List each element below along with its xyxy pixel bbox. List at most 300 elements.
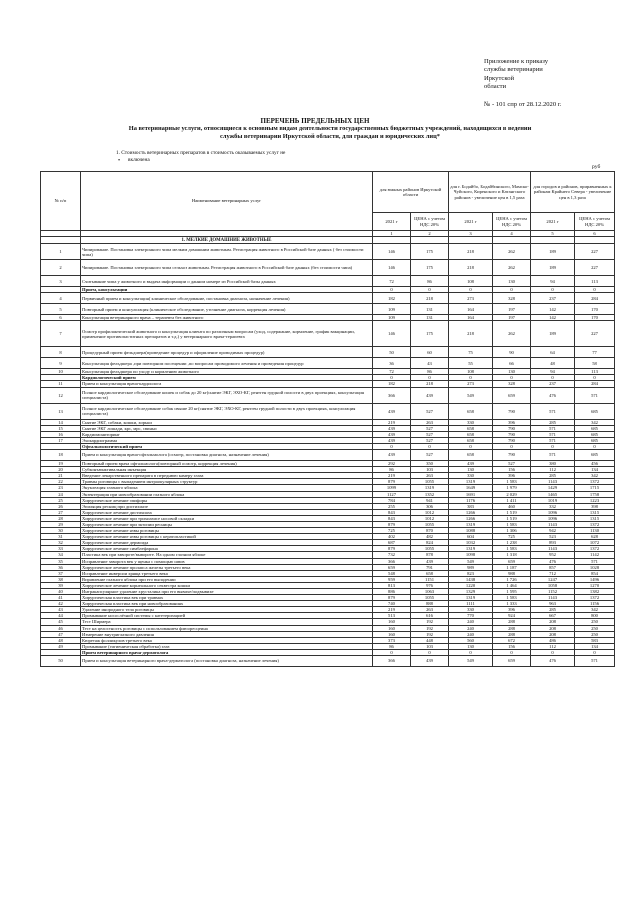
price-cell: 1176 [449, 497, 493, 503]
row-number: 39 [41, 582, 81, 588]
price-cell: 527 [411, 425, 449, 431]
price-cell: 112 [531, 467, 575, 473]
price-cell: 1 411 [493, 497, 531, 503]
price-cell: 0 [373, 649, 411, 655]
price-cell: 659 [493, 387, 531, 403]
service-name: Хирургическое лечение эпифоры [81, 497, 373, 503]
price-cell: 330 [449, 419, 493, 425]
document-title: ПЕРЕЧЕНЬ ПРЕДЕЛЬНЫХ ЦЕН [260, 117, 370, 125]
price-cell: 527 [411, 450, 449, 461]
price-cell: 1142 [575, 552, 615, 558]
price-cell: 113 [575, 276, 615, 287]
service-name: Чипирование. Постановка электронного чипа сельхоз животным. Регистрация животного в Российской базе данных (без стоимости чипа) [81, 260, 373, 276]
row-number: 19 [41, 461, 81, 467]
price-cell: 192 [411, 625, 449, 631]
price-cell: 658 [449, 403, 493, 419]
column-index: 3 [449, 231, 493, 237]
section-row [41, 237, 615, 244]
price-cell: 628 [575, 534, 615, 540]
price-cell: 170 [575, 304, 615, 315]
price-cell: 219 [373, 473, 411, 479]
price-cell: 658 [449, 431, 493, 437]
row-number: 13 [41, 403, 81, 419]
price-cell: 571 [531, 431, 575, 437]
row-number: 37 [41, 570, 81, 576]
price-cell: 439 [411, 558, 449, 564]
price-cell: 1429 [531, 485, 575, 491]
price-cell: 292 [373, 461, 411, 467]
service-name: Прием и консультация врача-офтальмолога (осмотр, постановка диагноза, назначение лечения) [81, 450, 373, 461]
service-name: Хирургическая пластика век при новообразованиях [81, 601, 373, 607]
price-cell: 192 [411, 631, 449, 637]
price-cell: 963 [531, 601, 575, 607]
price-cell: 732 [373, 552, 411, 558]
price-cell: 1465 [531, 491, 575, 497]
price-cell: 208 [531, 619, 575, 625]
service-name: Интракапсулярное удаление хрусталика при его вывихе/подвывихе [81, 589, 373, 595]
row-number: 49 [41, 643, 81, 649]
price-cell: 476 [531, 558, 575, 564]
price-cell: 146 [373, 244, 411, 260]
price-cell: 988 [493, 570, 531, 576]
service-name: Промывание носослёзной системы с катетеризацией [81, 613, 373, 619]
price-cell: 667 [531, 613, 575, 619]
price-cell: 685 [575, 450, 615, 461]
price-cell: 342 [575, 607, 615, 613]
table-row [41, 358, 615, 369]
price-cell: 273 [449, 381, 493, 387]
price-cell: 672 [493, 637, 531, 643]
service-name: Хирургическое лечение пролапса железы третьего века [81, 564, 373, 570]
price-cell: 571 [531, 425, 575, 431]
price-cell: 1143 [531, 521, 575, 527]
price-cell: 583 [575, 637, 615, 643]
price-cell: 90 [493, 347, 531, 358]
price-cell: 879 [373, 479, 411, 485]
price-cell: 240 [449, 619, 493, 625]
price-cell: 0 [449, 649, 493, 655]
appendix-line: Иркутской [484, 74, 515, 82]
price-cell: 527 [411, 403, 449, 419]
price-cell: 182 [373, 381, 411, 387]
price-cell: 1 595 [493, 589, 531, 595]
service-name: Прием и консультация врача-кардиолога [81, 381, 373, 387]
price-cell: 189 [531, 244, 575, 260]
service-name: Эпиляция ресниц при дистихиазе [81, 503, 373, 509]
price-cell: 263 [411, 607, 449, 613]
row-number: 4 [41, 293, 81, 304]
price-cell: 285 [531, 473, 575, 479]
note-line-2: включена [128, 157, 150, 163]
service-name: Эхокардиограмма [81, 437, 373, 443]
table-row [41, 656, 615, 667]
price-cell: 941 [411, 497, 449, 503]
price-cell: 0 [449, 287, 493, 293]
price-cell: 285 [531, 419, 575, 425]
price-cell: 616 [411, 613, 449, 619]
price-cell: 1 519 [493, 515, 531, 521]
price-cell: 843 [373, 515, 411, 521]
price-cell: 109 [373, 304, 411, 315]
column-index: 2 [411, 231, 449, 237]
service-name: Экзентерация при новообразовании глазного яблока [81, 491, 373, 497]
price-table [40, 171, 615, 667]
price-cell: 1352 [411, 491, 449, 497]
price-cell: 108 [449, 276, 493, 287]
service-name: Первичный прием и консультация( клиническое обследование, постановка диагноза, назначение лечения) [81, 293, 373, 304]
price-cell: 208 [531, 625, 575, 631]
price-cell: 240 [449, 631, 493, 637]
section-title: 1. МЕЛКИЕ ДОМАШНИЕ ЖИВОТНЫЕ [81, 237, 373, 244]
price-cell: 288 [493, 631, 531, 637]
price-cell: 142 [531, 304, 575, 315]
price-cell: 1223 [575, 497, 615, 503]
price-cell: 685 [575, 403, 615, 419]
service-name: Прием ветеринарного врача-дерматолога [81, 649, 373, 655]
price-cell: 571 [575, 656, 615, 667]
price-cell: 0 [575, 649, 615, 655]
price-cell: 1096 [531, 515, 575, 521]
price-cell: 1072 [575, 540, 615, 546]
price-cell: 75 [449, 347, 493, 358]
price-cell: 342 [575, 419, 615, 425]
price-cell: 373 [373, 637, 411, 643]
price-cell: 1151 [411, 576, 449, 582]
column-header-year: 2021 г [531, 213, 575, 231]
price-cell: 332 [531, 503, 575, 509]
service-name: Кардиомониторинг [81, 431, 373, 437]
price-cell: 1220 [449, 582, 493, 588]
price-cell: 549 [449, 558, 493, 564]
row-number: 30 [41, 528, 81, 534]
price-cell: 523 [531, 534, 575, 540]
service-name: Кардиологический прием [81, 375, 373, 381]
price-cell: 134 [575, 643, 615, 649]
price-cell: 108 [449, 369, 493, 375]
price-cell: 1 333 [493, 601, 531, 607]
table-row [41, 260, 615, 276]
price-cell: 1055 [411, 521, 449, 527]
price-cell: 513 [373, 613, 411, 619]
price-cell: 197 [493, 304, 531, 315]
price-cell: 527 [411, 431, 449, 437]
price-cell: 1111 [449, 601, 493, 607]
price-cell: 1055 [411, 595, 449, 601]
price-cell: 263 [411, 473, 449, 479]
price-cell: 1156 [575, 601, 615, 607]
price-cell: 366 [373, 558, 411, 564]
service-name: Исправление заворота век у щенка с помощью швов [81, 558, 373, 564]
service-name: Субконъюнктивальная инъекция [81, 467, 373, 473]
appendix-line: области [484, 83, 507, 91]
row-number: 14 [41, 419, 81, 425]
price-cell: 439 [411, 387, 449, 403]
price-cell: 160 [373, 631, 411, 637]
price-cell: 160 [373, 619, 411, 625]
table-row [41, 450, 615, 461]
price-cell: 103 [411, 643, 449, 649]
price-cell: 113 [575, 369, 615, 375]
price-cell: 255 [373, 503, 411, 509]
price-cell: 1315 [575, 515, 615, 521]
column-index: 4 [493, 231, 531, 237]
price-cell: 725 [493, 534, 531, 540]
price-cell: 658 [411, 570, 449, 576]
price-cell: 0 [575, 375, 615, 381]
price-cell: 112 [531, 643, 575, 649]
price-cell: 0 [493, 287, 531, 293]
service-name: Измерение внутриглазного давления [81, 631, 373, 637]
price-cell: 1012 [411, 515, 449, 521]
price-cell: 1096 [531, 509, 575, 515]
price-cell: 571 [575, 558, 615, 564]
currency-label: руб [592, 164, 601, 170]
price-cell: 439 [449, 461, 493, 467]
price-cell: 237 [531, 293, 575, 304]
row-number: 27 [41, 509, 81, 515]
row-number: 7 [41, 321, 81, 347]
price-cell: 1 583 [493, 595, 531, 601]
price-cell: 86 [373, 643, 411, 649]
price-cell: 77 [575, 347, 615, 358]
price-cell: 146 [373, 260, 411, 276]
price-cell: 1032 [449, 540, 493, 546]
price-cell: 0 [531, 287, 575, 293]
service-name: Консультация фельдшера по уходу и кормлению животного [81, 369, 373, 375]
price-cell: 227 [575, 321, 615, 347]
price-cell: 824 [411, 540, 449, 546]
price-cell: 156 [493, 467, 531, 473]
service-name: Хирургическая пластика век при травмах [81, 595, 373, 601]
row-number: 44 [41, 613, 81, 619]
price-cell: 800 [575, 613, 615, 619]
price-cell: 989 [449, 564, 493, 570]
service-name: Пластика век при завороте/вывороте. На одном глазном яблоке [81, 552, 373, 558]
price-cell: 976 [411, 582, 449, 588]
price-cell: 1143 [531, 595, 575, 601]
row-number: 24 [41, 491, 81, 497]
price-cell: 439 [373, 431, 411, 437]
price-cell: 1 238 [493, 540, 531, 546]
price-cell: 0 [575, 443, 615, 449]
price-cell: 1691 [449, 491, 493, 497]
price-cell: 1 318 [493, 552, 531, 558]
service-name: Полное кардиологическое обследование кошек и собак до 20 кг(снятие ЭКГ, ЭХО-КГ, рентген грудной полости в двух проекциях, консультация специалиста) [81, 387, 373, 403]
price-cell: 237 [531, 381, 575, 387]
price-cell: 1127 [373, 491, 411, 497]
price-cell: 476 [531, 656, 575, 667]
price-cell: 262 [493, 244, 531, 260]
service-name: Промывание (гигиеническая обработка) глаз [81, 643, 373, 649]
price-cell: 94 [531, 369, 575, 375]
column-header-vat: ЦЕНА с учетом НДС 20% [575, 213, 615, 231]
service-name: Кюретаж фолликулов третьего века [81, 637, 373, 643]
service-name: Повторный прием врача офтальмолога(повторный осмотр, коррекция лечения) [81, 461, 373, 467]
price-cell: 1319 [449, 521, 493, 527]
price-cell: 685 [575, 431, 615, 437]
price-cell: 1 519 [493, 509, 531, 515]
price-cell: 262 [493, 260, 531, 276]
column-header-year: 2021 г [373, 213, 411, 231]
price-cell: 813 [373, 582, 411, 588]
price-cell: 164 [449, 315, 493, 321]
row-number: 26 [41, 503, 81, 509]
service-name: Консультация ветеринарного врача – терапевта без животного [81, 315, 373, 321]
price-cell: 893 [531, 540, 575, 546]
row-number: 12 [41, 387, 81, 403]
price-cell: 240 [449, 625, 493, 631]
price-cell: 250 [575, 631, 615, 637]
price-cell: 0 [411, 287, 449, 293]
column-index: 6 [575, 231, 615, 237]
row-number: 45 [41, 619, 81, 625]
row-number: 20 [41, 467, 81, 473]
price-cell: 0 [449, 443, 493, 449]
row-number: 46 [41, 625, 81, 631]
row-number: 15 [41, 425, 81, 431]
price-cell: 86 [411, 369, 449, 375]
service-name: Хирургическое лечение язвы роговицы [81, 528, 373, 534]
price-cell: 396 [493, 607, 531, 613]
price-cell: 439 [373, 450, 411, 461]
price-cell: 1012 [411, 509, 449, 515]
price-cell: 560 [449, 637, 493, 643]
price-cell: 72 [373, 369, 411, 375]
price-cell: 439 [373, 437, 411, 443]
price-cell: 659 [493, 558, 531, 564]
price-cell: 0 [411, 375, 449, 381]
price-cell: 658 [449, 450, 493, 461]
price-cell: 342 [575, 473, 615, 479]
price-cell: 857 [531, 564, 575, 570]
price-cell: 658 [449, 437, 493, 443]
row-number: 34 [41, 552, 81, 558]
price-cell: 1270 [575, 582, 615, 588]
price-cell: 48 [531, 358, 575, 369]
price-cell: 1 187 [493, 564, 531, 570]
note-bullet: • [118, 158, 121, 164]
row-number: 11 [41, 381, 81, 387]
price-cell: 712 [531, 570, 575, 576]
price-cell: 0 [531, 649, 575, 655]
price-cell: 0 [531, 443, 575, 449]
price-cell: 328 [493, 381, 531, 387]
price-cell: 527 [493, 461, 531, 467]
price-cell: 1372 [575, 595, 615, 601]
service-name: Вправление глазного яблока при его выпадении [81, 576, 373, 582]
price-cell: 2 029 [493, 491, 531, 497]
service-name: Процедурный прием фельдшера(проведение процедур и оформление проводимых процедур) [81, 347, 373, 358]
price-cell: 725 [373, 528, 411, 534]
service-name: Консультация фельдшера ,при повторном посещении ,по вопросам проводимого лечения и проведения процедур [81, 358, 373, 369]
price-cell: 175 [411, 321, 449, 347]
table-row [41, 293, 615, 304]
row-number: 3 [41, 276, 81, 287]
service-name: Тест на целостность роговицы с использованием флюоресцеина [81, 625, 373, 631]
price-cell: 0 [531, 375, 575, 381]
price-cell: 0 [373, 287, 411, 293]
price-cell: 1372 [575, 546, 615, 552]
row-number: 5 [41, 304, 81, 315]
price-cell: 130 [449, 643, 493, 649]
price-cell: 1758 [575, 491, 615, 497]
appendix-block [484, 58, 614, 92]
price-cell: 219 [373, 419, 411, 425]
price-cell: 1372 [575, 521, 615, 527]
price-cell: 1266 [449, 509, 493, 515]
service-name: Энуклеация глазного яблока [81, 485, 373, 491]
price-cell: 262 [493, 321, 531, 347]
price-cell: 659 [493, 656, 531, 667]
service-name: Хирургическое лечение при эктопии ресницы [81, 521, 373, 527]
price-cell: 1098 [449, 552, 493, 558]
row-number: 32 [41, 540, 81, 546]
price-cell: 0 [493, 443, 531, 449]
price-cell: 1143 [531, 479, 575, 485]
price-cell: 156 [493, 643, 531, 649]
price-cell: 130 [493, 369, 531, 375]
price-cell: 1 464 [493, 582, 531, 588]
price-cell: 790 [493, 425, 531, 431]
price-cell: 0 [411, 443, 449, 449]
price-cell: 396 [493, 473, 531, 479]
price-cell: 0 [449, 375, 493, 381]
price-cell: 383 [449, 503, 493, 509]
service-name: Снятие ЭКГ лошади, крс, мрс, свиньи [81, 425, 373, 431]
price-cell: 285 [531, 607, 575, 613]
price-cell: 1055 [411, 546, 449, 552]
price-cell: 86 [373, 467, 411, 473]
row-number: 36 [41, 564, 81, 570]
price-cell: 527 [411, 437, 449, 443]
price-cell: 402 [373, 534, 411, 540]
price-cell: 288 [493, 625, 531, 631]
price-cell: 571 [531, 450, 575, 461]
price-cell: 284 [575, 381, 615, 387]
price-cell: 328 [493, 293, 531, 304]
price-cell: 1 583 [493, 546, 531, 552]
price-cell: 192 [411, 619, 449, 625]
price-cell: 1649 [449, 485, 493, 491]
column-group-north: для городов и районов, приравненных к районам Крайнего Севера - увеличение цен в 1,3 раза [531, 172, 615, 213]
price-cell: 1372 [575, 479, 615, 485]
price-cell: 86 [411, 276, 449, 287]
column-header-year: 2021 г [449, 213, 493, 231]
price-cell: 740 [373, 601, 411, 607]
price-cell: 182 [373, 293, 411, 304]
row-number: 25 [41, 497, 81, 503]
price-cell: 219 [373, 607, 411, 613]
price-cell: 250 [575, 625, 615, 631]
price-cell: 134 [575, 467, 615, 473]
table-row [41, 276, 615, 287]
price-cell: 131 [411, 304, 449, 315]
price-cell: 571 [531, 403, 575, 419]
row-number: 43 [41, 607, 81, 613]
table-row [41, 347, 615, 358]
price-cell: 1319 [449, 479, 493, 485]
price-cell: 218 [449, 321, 493, 347]
row-number: 29 [41, 521, 81, 527]
price-cell: 130 [449, 467, 493, 473]
price-cell: 1382 [575, 589, 615, 595]
row-number: 8 [41, 347, 81, 358]
service-name: Снятие ЭКГ, собаки, кошки, хорьки [81, 419, 373, 425]
row-number: 28 [41, 515, 81, 521]
price-cell: 55 [449, 358, 493, 369]
price-cell: 854 [575, 570, 615, 576]
row-number: 38 [41, 576, 81, 582]
